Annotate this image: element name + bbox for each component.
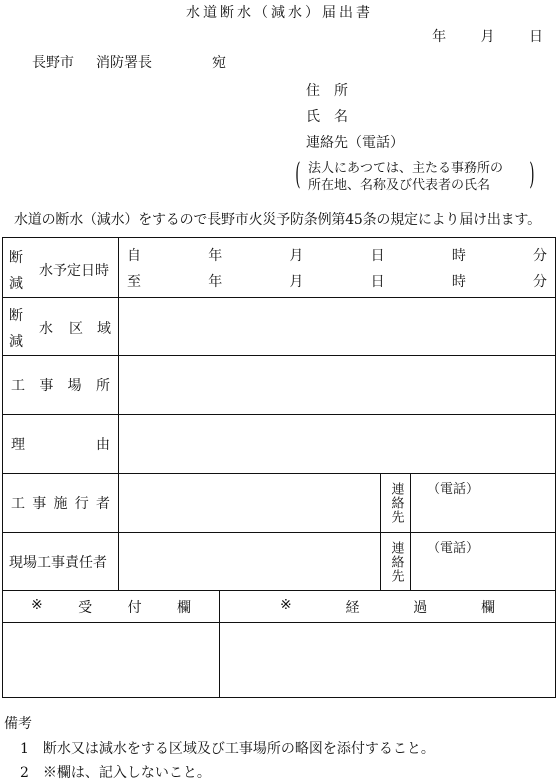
reason-label-char: 由: [96, 437, 110, 453]
site-value-cell[interactable]: [119, 356, 556, 415]
reason-label: [3, 434, 118, 454]
office-use-body-row: [3, 623, 556, 698]
supervisor-contact-label-cell: [381, 533, 411, 591]
schedule-value-cell[interactable]: [119, 238, 556, 298]
to-month: 月: [289, 273, 304, 290]
contractor-tel-label: （電話）: [427, 482, 480, 497]
notes-heading: 備考: [4, 716, 32, 732]
addressee: [32, 52, 226, 72]
site-label-cell: [3, 356, 119, 415]
to-label: 至: [127, 273, 141, 290]
right-paren: ): [529, 157, 535, 192]
note-number: 1: [20, 741, 29, 757]
note-text: 断水又は減水をする区域及び工事場所の略図を添付すること。: [42, 741, 435, 757]
area-label-gen: 減: [9, 333, 23, 350]
progress-label-char: ※: [280, 596, 292, 613]
area-label-iki: 域: [97, 320, 111, 337]
reason-label-cell: [3, 415, 119, 474]
corporation-note: [295, 157, 535, 194]
reason-row: [3, 415, 556, 474]
site-label: [3, 375, 118, 395]
site-row: [3, 356, 556, 415]
addressee-office: 消防署長: [96, 55, 152, 71]
contractor-contact-label-cell: [381, 474, 411, 533]
site-label-char: 事: [39, 378, 54, 394]
supervisor-tel-label: （電話）: [427, 541, 480, 556]
supervisor-contact-cell[interactable]: [411, 533, 556, 591]
from-label: 自: [127, 247, 141, 264]
to-minute: 分: [533, 273, 548, 290]
applicant-address-label: 住 所: [306, 83, 348, 99]
area-label-sui: 水: [39, 320, 53, 337]
supervisor-value-cell[interactable]: [119, 533, 381, 591]
supervisor-label-cell: [3, 533, 119, 591]
contractor-label-char: 行: [74, 496, 89, 512]
reception-cell[interactable]: [3, 623, 220, 698]
application-form: [2, 237, 556, 591]
page-title: 水道断水（減水）届出書: [186, 5, 373, 21]
addressee-suffix: 宛: [212, 55, 226, 71]
left-paren: (: [295, 157, 301, 192]
area-row: [3, 298, 556, 356]
contractor-label-char: 施: [53, 496, 68, 512]
contractor-label-cell: [3, 474, 119, 533]
area-label-ku: 区: [69, 320, 83, 337]
office-use-header-row: [3, 591, 556, 623]
corporation-note-line1: 法人にあつては、主たる事務所の: [308, 161, 504, 176]
site-label-char: 工: [11, 378, 25, 394]
from-day: 日: [370, 247, 385, 264]
contractor-label: [3, 493, 118, 513]
progress-label: [220, 597, 555, 617]
contractor-row: [3, 474, 556, 533]
progress-label-char: 欄: [480, 599, 495, 616]
progress-label-char: 経: [345, 599, 360, 616]
reception-label-char: 受: [78, 599, 93, 616]
site-label-char: 所: [95, 378, 110, 394]
contractor-contact-cell[interactable]: [411, 474, 556, 533]
addressee-city: 長野市: [32, 55, 74, 71]
note-number: 2: [20, 765, 29, 781]
supervisor-contact-label: 連絡先: [388, 540, 404, 583]
from-minute: 分: [533, 247, 548, 264]
applicant-name-label: 氏 名: [306, 109, 348, 125]
date-day: 日: [529, 29, 543, 45]
reception-label-char: 付: [127, 599, 142, 616]
progress-cell[interactable]: [220, 623, 556, 698]
site-label-char: 場: [67, 378, 82, 394]
date-line: [402, 26, 543, 46]
contractor-contact-label: 連絡先: [388, 482, 404, 524]
office-use-table: [2, 590, 556, 698]
schedule-row: [3, 238, 556, 298]
schedule-label-gen: 減: [9, 275, 23, 292]
reception-label-char: 欄: [177, 599, 191, 616]
note-item: [20, 738, 435, 758]
schedule-from-row: [119, 242, 555, 268]
statement: 水道の断水（減水）をするので長野市火災予防条例第45条の規定により届け出ます。: [14, 212, 541, 228]
reason-label-char: 理: [11, 437, 25, 453]
date-month: 月: [480, 29, 495, 45]
supervisor-label: 現場工事責任者: [9, 554, 107, 571]
to-hour: 時: [451, 273, 466, 290]
applicant-contact-label: 連絡先（電話）: [306, 135, 404, 151]
note-text: ※欄は、記入しないこと。: [42, 765, 211, 781]
from-month: 月: [289, 247, 304, 264]
schedule-to-row: [119, 268, 555, 294]
schedule-label-cell: [3, 238, 119, 298]
contractor-label-char: 者: [96, 496, 110, 512]
from-year: 年: [208, 247, 223, 264]
supervisor-row: [3, 533, 556, 591]
progress-label-char: 過: [413, 599, 428, 616]
contractor-label-char: 工: [11, 496, 25, 512]
to-day: 日: [370, 273, 385, 290]
corporation-note-line2: 所在地、名称及び代表者の氏名: [308, 178, 491, 193]
contractor-label-char: 事: [32, 496, 47, 512]
schedule-label-main: 水予定日時: [39, 262, 109, 279]
reception-label-char: ※: [31, 596, 43, 613]
schedule-label-dan: 断: [9, 249, 23, 266]
reception-label: [3, 597, 219, 617]
area-value-cell[interactable]: [119, 298, 556, 356]
area-label-dan: 断: [9, 307, 23, 324]
note-item: [20, 762, 211, 782]
reception-header: [3, 591, 220, 623]
area-label-cell: [3, 298, 119, 356]
progress-header: [220, 591, 556, 623]
contractor-value-cell[interactable]: [119, 474, 381, 533]
to-year: 年: [208, 273, 223, 290]
reason-value-cell[interactable]: [119, 415, 556, 474]
from-hour: 時: [451, 247, 466, 264]
date-year: 年: [432, 29, 447, 45]
